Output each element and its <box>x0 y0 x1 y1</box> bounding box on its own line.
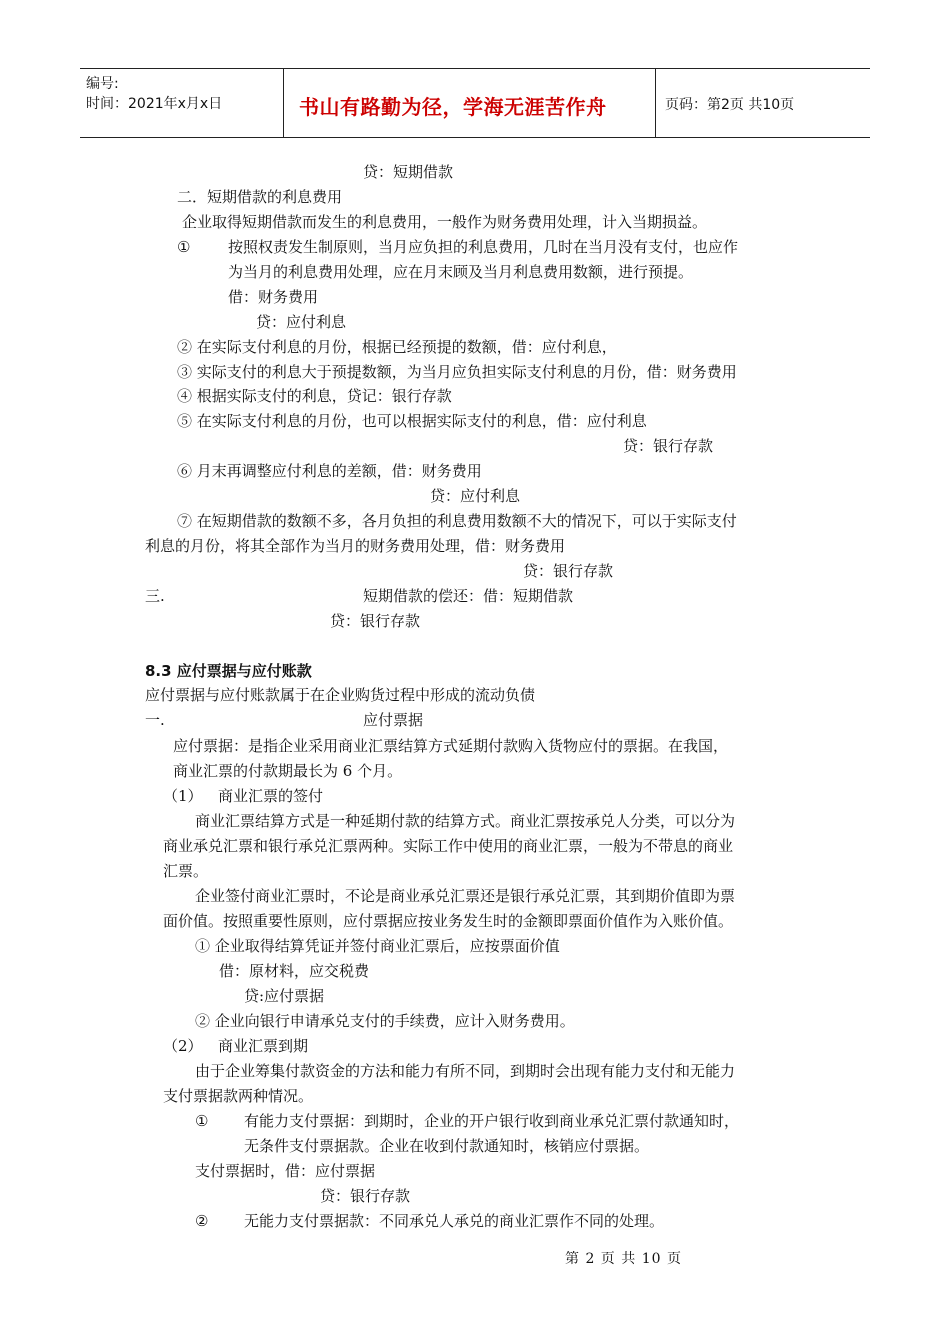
text-line: ⑦ 在短期借款的数额不多，各月负担的利息费用数额不大的情况下，可以于实际支付 <box>177 512 737 530</box>
subsection-heading: 商业汇票到期 <box>218 1037 309 1055</box>
text-line: 无能力支付票据款：不同承兑人承兑的商业汇票作不同的处理。 <box>244 1212 665 1230</box>
text-line: 有能力支付票据：到期时，企业的开户银行收到商业承兑汇票付款通知时， <box>244 1112 740 1130</box>
text-line: 面价值。按照重要性原则，应付票据应按业务发生时的金额即票面价值作为入账价值。 <box>163 912 734 930</box>
document-date-label: 时间：2021年x月x日 <box>86 96 223 112</box>
journal-entry-credit: 贷：银行存款 <box>320 1187 411 1205</box>
text-line: 利息的月份，将其全部作为当月的财务费用处理，借：财务费用 <box>145 537 566 555</box>
text-line: 应付票据与应付账款属于在企业购货过程中形成的流动负债 <box>145 686 536 704</box>
text-line: ⑥ 月末再调整应付利息的差额，借：财务费用 <box>177 462 482 480</box>
list-marker: ① <box>195 1112 209 1130</box>
journal-entry-credit: 贷：应付利息 <box>430 487 521 505</box>
page-header <box>80 68 870 138</box>
text-line: 由于企业筹集付款资金的方法和能力有所不同，到期时会出现有能力支付和无能力 <box>195 1062 736 1080</box>
header-motto: 书山有路勤为径，学海无涯苦作舟 <box>299 95 607 119</box>
header-motto-cell <box>283 69 656 137</box>
list-marker: ② <box>195 1212 209 1230</box>
text-line: 商业汇票的付款期最长为 6 个月。 <box>173 762 403 780</box>
section-heading-3: 短期借款的偿还：借：短期借款 <box>363 587 574 605</box>
header-page-code: 页码：第2页 共10页 <box>665 97 795 113</box>
journal-entry-debit: 借：财务费用 <box>228 288 319 306</box>
list-marker: 三. <box>145 587 165 605</box>
text-line: 支付票据时，借：应付票据 <box>195 1162 376 1180</box>
text-line: 为当月的利息费用处理，应在月末顾及当月利息费用数额，进行预提。 <box>228 263 694 281</box>
text-line: ② 在实际支付利息的月份，根据已经预提的数额，借：应付利息， <box>177 338 617 356</box>
text-line: ③ 实际支付的利息大于预提数额，为当月应负担实际支付利息的月份，借：财务费用 <box>177 363 737 381</box>
text-line: 按照权责发生制原则，当月应负担的利息费用，几时在当月没有支付，也应作 <box>228 238 739 256</box>
text-line: 贷：短期借款 <box>363 163 454 181</box>
document-number-label: 编号: <box>86 76 119 92</box>
text-line: 商业汇票结算方式是一种延期付款的结算方式。商业汇票按承兑人分类，可以分为 <box>195 812 736 830</box>
text-line: ⑤ 在实际支付利息的月份，也可以根据实际支付的利息，借：应付利息 <box>177 412 647 430</box>
journal-entry-credit: 贷:应付票据 <box>244 987 325 1005</box>
text-line: 企业签付商业汇票时，不论是商业承兑汇票还是银行承兑汇票，其到期价值即为票 <box>195 887 736 905</box>
list-marker: ① <box>177 238 191 256</box>
journal-entry-credit: 贷：银行存款 <box>623 437 714 455</box>
subsection-heading: 商业汇票的签付 <box>218 787 324 805</box>
journal-entry-credit: 贷：银行存款 <box>523 562 614 580</box>
section-title: 8.3 应付票据与应付账款 <box>145 662 312 680</box>
page-footer-number: 第 2 页 共 10 页 <box>565 1251 682 1267</box>
list-marker: （2） <box>163 1037 203 1055</box>
text-line: 应付票据：是指企业采用商业汇票结算方式延期付款购入货物应付的票据。在我国， <box>173 737 729 755</box>
text-line: 商业承兑汇票和银行承兑汇票两种。实际工作中使用的商业汇票，一般为不带息的商业 <box>163 837 734 855</box>
header-page-cell <box>655 69 870 137</box>
journal-entry-credit: 贷：银行存款 <box>330 612 421 630</box>
text-line: 支付票据款两种情况。 <box>163 1087 314 1105</box>
text-line: 汇票。 <box>163 862 209 880</box>
text-line: ② 企业向银行申请承兑支付的手续费，应计入财务费用。 <box>195 1012 575 1030</box>
text-line: ④ 根据实际支付的利息，贷记：银行存款 <box>177 387 452 405</box>
section-heading-2: 二．短期借款的利息费用 <box>177 188 343 206</box>
text-line: 无条件支付票据款。企业在收到付款通知时，核销应付票据。 <box>244 1137 650 1155</box>
journal-entry-credit: 贷：应付利息 <box>256 313 347 331</box>
list-marker: （1） <box>163 787 203 805</box>
journal-entry-debit: 借：原材料，应交税费 <box>219 962 370 980</box>
subsection-heading: 应付票据 <box>363 711 424 729</box>
text-line: ① 企业取得结算凭证并签付商业汇票后，应按票面价值 <box>195 937 560 955</box>
list-marker: 一. <box>145 711 165 729</box>
text-line: 企业取得短期借款而发生的利息费用，一般作为财务费用处理，计入当期损益。 <box>182 213 708 231</box>
header-info-cell <box>80 69 284 137</box>
